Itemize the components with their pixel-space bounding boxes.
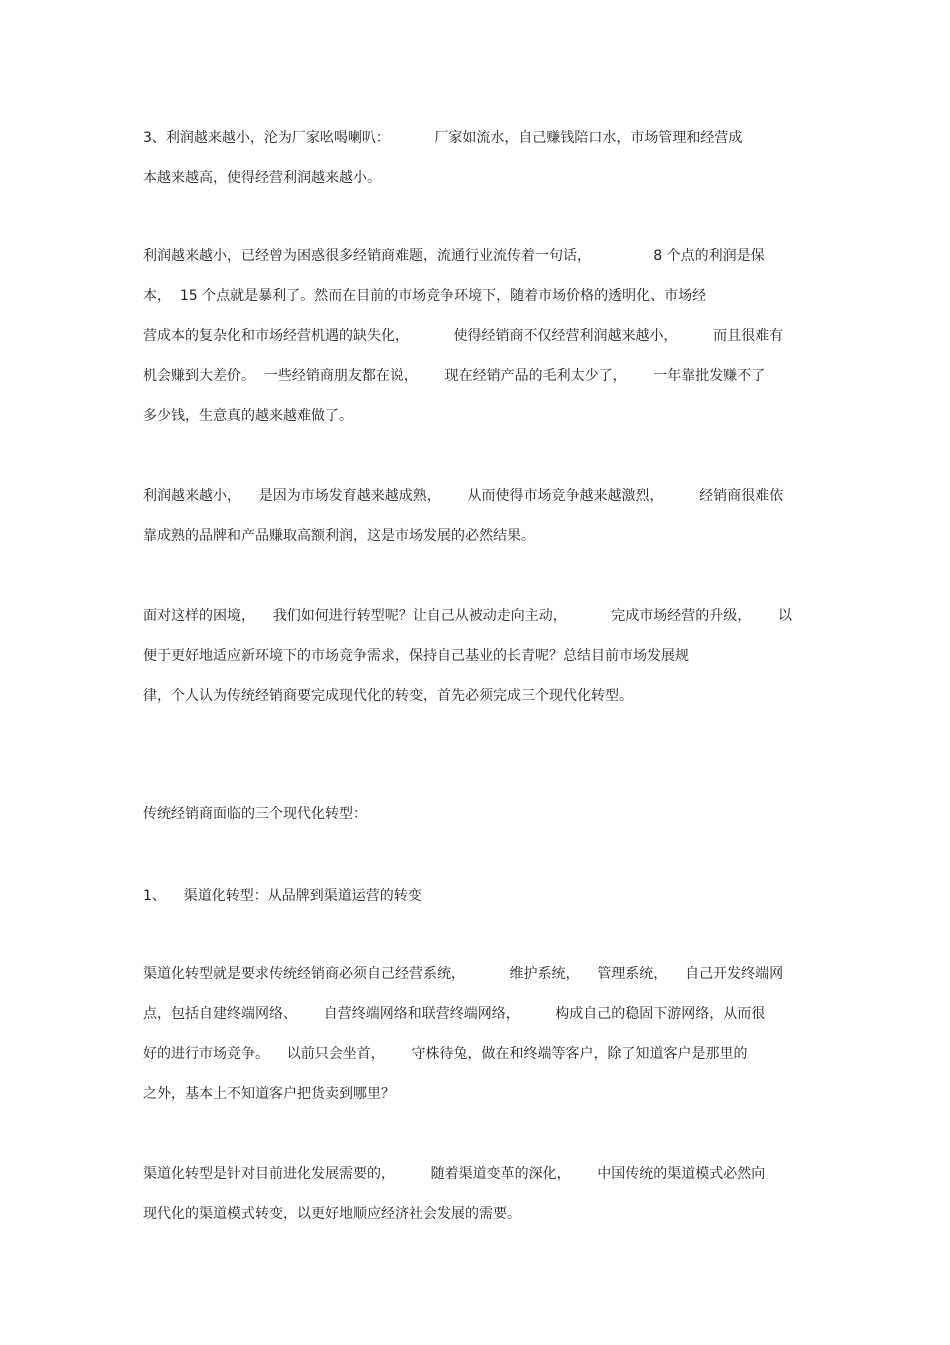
paragraph-line: 靠成熟的品牌和产品赚取高额利润，这是市场发展的必然结果。: [143, 528, 535, 544]
paragraph-line: 营成本的复杂化和市场经营机遇的缺失化， 使得经销商不仅经营利润越来越小， 而且很难有: [143, 328, 784, 344]
paragraph-line: 律，个人认为传统经销商要完成现代化的转变，首先必须完成三个现代化转型。: [143, 688, 633, 704]
paragraph-line: 现代化的渠道模式转变，以更好地顺应经济社会发展的需要。: [143, 1206, 521, 1222]
paragraph-line: 点，包括自建终端网络、 自营终端网络和联营终端网络， 构成自己的稳固下游网络，从而很: [143, 1006, 766, 1022]
paragraph-line: 3、利润越来越小，沦为厂家吆喝喇叭： 厂家如流水，自己赚钱陪口水，市场管理和经营成: [143, 130, 743, 146]
paragraph-line: 好的进行市场竞争。 以前只会坐首， 守株待兔，做在和终端等客户，除了知道客户是那里的: [143, 1046, 748, 1062]
paragraph-line: 便于更好地适应新环境下的市场竞争需求，保持自己基业的长青呢？总结目前市场发展规: [143, 648, 689, 664]
paragraph-line: 渠道化转型是针对目前进化发展需要的， 随着渠道变革的深化， 中国传统的渠道模式必然向: [143, 1166, 766, 1182]
paragraph-line: 渠道化转型就是要求传统经销商必须自己经营系统， 维护系统， 管理系统， 自己开发终端网: [143, 966, 784, 982]
paragraph-line: 面对这样的困境， 我们如何进行转型呢？让自己从被动走向主动， 完成市场经营的升级， 以: [143, 608, 793, 624]
paragraph-line: 本越来越高，使得经营利润越来越小。: [143, 170, 381, 186]
section-heading: 传统经销商面临的三个现代化转型：: [143, 806, 367, 822]
paragraph-line: 之外，基本上不知道客户把货卖到哪里？: [143, 1086, 395, 1102]
paragraph-line: 本， 15 个点就是暴利了。然而在目前的市场竞争环境下，随着市场价格的透明化、市场经: [143, 288, 707, 304]
paragraph-line: 多少钱，生意真的越来越难做了。: [143, 408, 353, 424]
paragraph-line: 利润越来越小， 是因为市场发育越来越成熟， 从而使得市场竞争越来越激烈， 经销商很难依: [143, 488, 784, 504]
subsection-heading: 1、 渠道化转型：从品牌到渠道运营的转变: [143, 888, 422, 904]
paragraph-line: 利润越来越小，已经曾为困惑很多经销商难题，流通行业流传着一句话， 8 个点的利润是保: [143, 248, 765, 264]
paragraph-line: 机会赚到大差价。 一些经销商朋友都在说， 现在经销产品的毛利太少了， 一年靠批发赚不了: [143, 368, 766, 384]
